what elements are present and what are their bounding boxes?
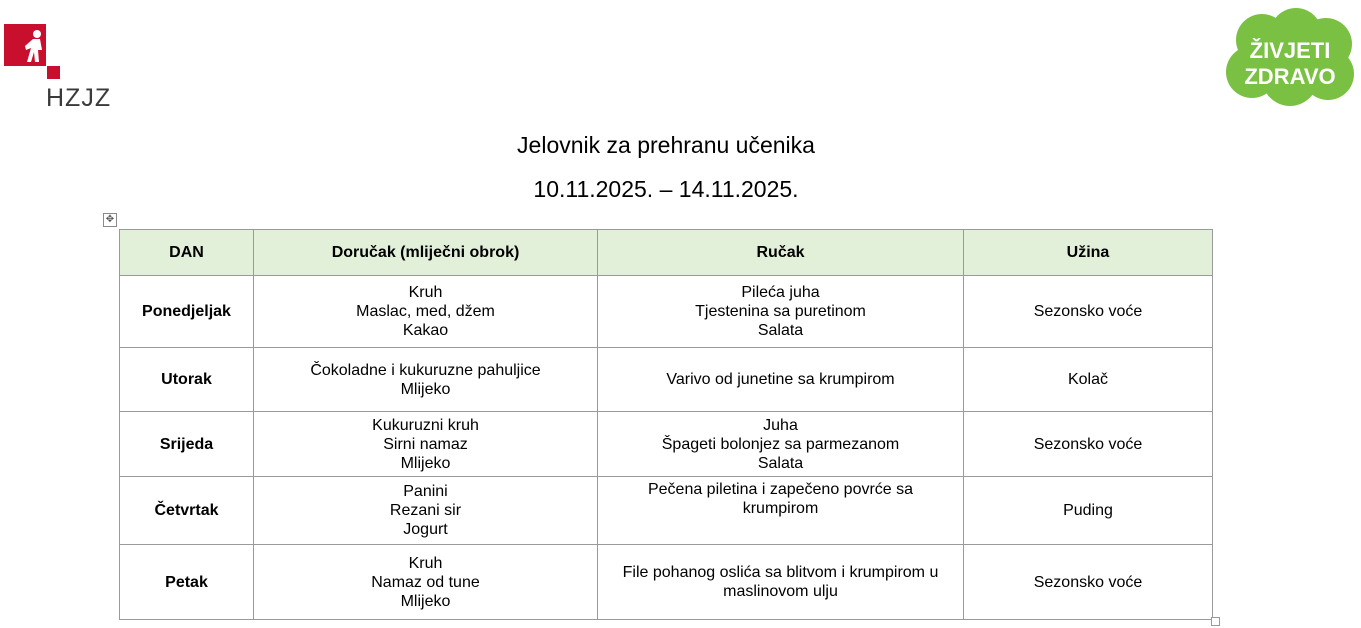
lunch-item: Salata (757, 454, 804, 472)
lunch-cell (598, 477, 964, 545)
logo-square-small (47, 66, 60, 79)
lunch-item: Pečena piletina i zapečeno povrće sa (647, 481, 914, 498)
breakfast-cell (254, 545, 598, 620)
breakfast-item: Maslac, med, džem (356, 303, 495, 320)
day-cell: Ponedjeljak (120, 276, 254, 348)
breakfast-item: Mlijeko (400, 454, 451, 472)
breakfast-item: Kruh (408, 284, 443, 301)
table-resize-handle[interactable] (1211, 617, 1220, 626)
breakfast-item: Čokoladne i kukuruzne pahuljice (310, 361, 541, 379)
table-move-handle-icon[interactable]: ✥ (103, 213, 117, 227)
breakfast-cell (254, 348, 598, 412)
breakfast-item: Namaz od tune (371, 573, 480, 591)
table-row (120, 348, 1213, 412)
header-breakfast-line1: Doručak (331, 244, 396, 261)
day-cell: Četvrtak (120, 477, 254, 545)
lunch-item: Tjestenina sa puretinom (695, 303, 866, 320)
breakfast-item: Sirni namaz (383, 435, 468, 453)
zivjeti-zdravo-logo (1222, 8, 1358, 108)
day-cell: Srijeda (120, 412, 254, 477)
header-lunch: Ručak (598, 230, 964, 276)
lunch-cell (598, 276, 964, 348)
logo-text-hzjz: HZJZ (46, 84, 112, 112)
lunch-item: Juha (763, 416, 798, 434)
logo-text-line2: ZDRAVO (1244, 64, 1336, 89)
breakfast-item: Panini (403, 483, 448, 500)
breakfast-item: Jogurt (403, 521, 448, 538)
lunch-item: maslinovom ulju (723, 583, 838, 600)
breakfast-item: Mlijeko (400, 592, 451, 610)
figure-icon (18, 28, 46, 64)
header-day: DAN (120, 230, 254, 276)
table-header-row (120, 230, 1213, 276)
table-row (120, 477, 1213, 545)
day-cell: Utorak (120, 348, 254, 412)
snack-cell: Puding (964, 477, 1213, 545)
header-snack: Užina (964, 230, 1213, 276)
day-cell: Petak (120, 545, 254, 620)
breakfast-cell (254, 276, 598, 348)
snack-cell: Sezonsko voće (964, 545, 1213, 620)
header-breakfast-line2: (mliječni obrok) (400, 244, 520, 261)
breakfast-cell (254, 412, 598, 477)
breakfast-item: Kruh (408, 554, 443, 572)
table-row (120, 545, 1213, 620)
logo-text-line1: ŽIVJETI (1249, 38, 1331, 63)
breakfast-item: Kakao (402, 322, 449, 339)
lunch-item: Salata (757, 322, 804, 339)
hzjz-logo (0, 20, 120, 115)
breakfast-item: Rezani sir (389, 502, 462, 519)
breakfast-cell (254, 477, 598, 545)
lunch-cell (598, 545, 964, 620)
lunch-cell (598, 348, 964, 412)
breakfast-item: Mlijeko (400, 380, 451, 398)
menu-table (119, 229, 1213, 620)
snack-cell: Kolač (964, 348, 1213, 412)
lunch-item: Špageti bolonjez sa parmezanom (661, 435, 900, 453)
snack-cell: Sezonsko voće (964, 276, 1213, 348)
lunch-item: krumpirom (742, 500, 819, 517)
lunch-item: Pileća juha (741, 284, 820, 301)
breakfast-item: Kukuruzni kruh (372, 416, 479, 434)
snack-cell: Sezonsko voće (964, 412, 1213, 477)
table-row (120, 412, 1213, 477)
lunch-cell (598, 412, 964, 477)
lunch-item: Varivo od junetine sa krumpirom (666, 371, 895, 388)
header-breakfast (254, 230, 598, 276)
date-range: 10.11.2025. – 14.11.2025. (533, 176, 799, 202)
table-row (120, 276, 1213, 348)
lunch-item: File pohanog oslića sa blitvom i krumpirom u (622, 564, 939, 581)
page-title: Jelovnik za prehranu učenika (517, 132, 815, 158)
